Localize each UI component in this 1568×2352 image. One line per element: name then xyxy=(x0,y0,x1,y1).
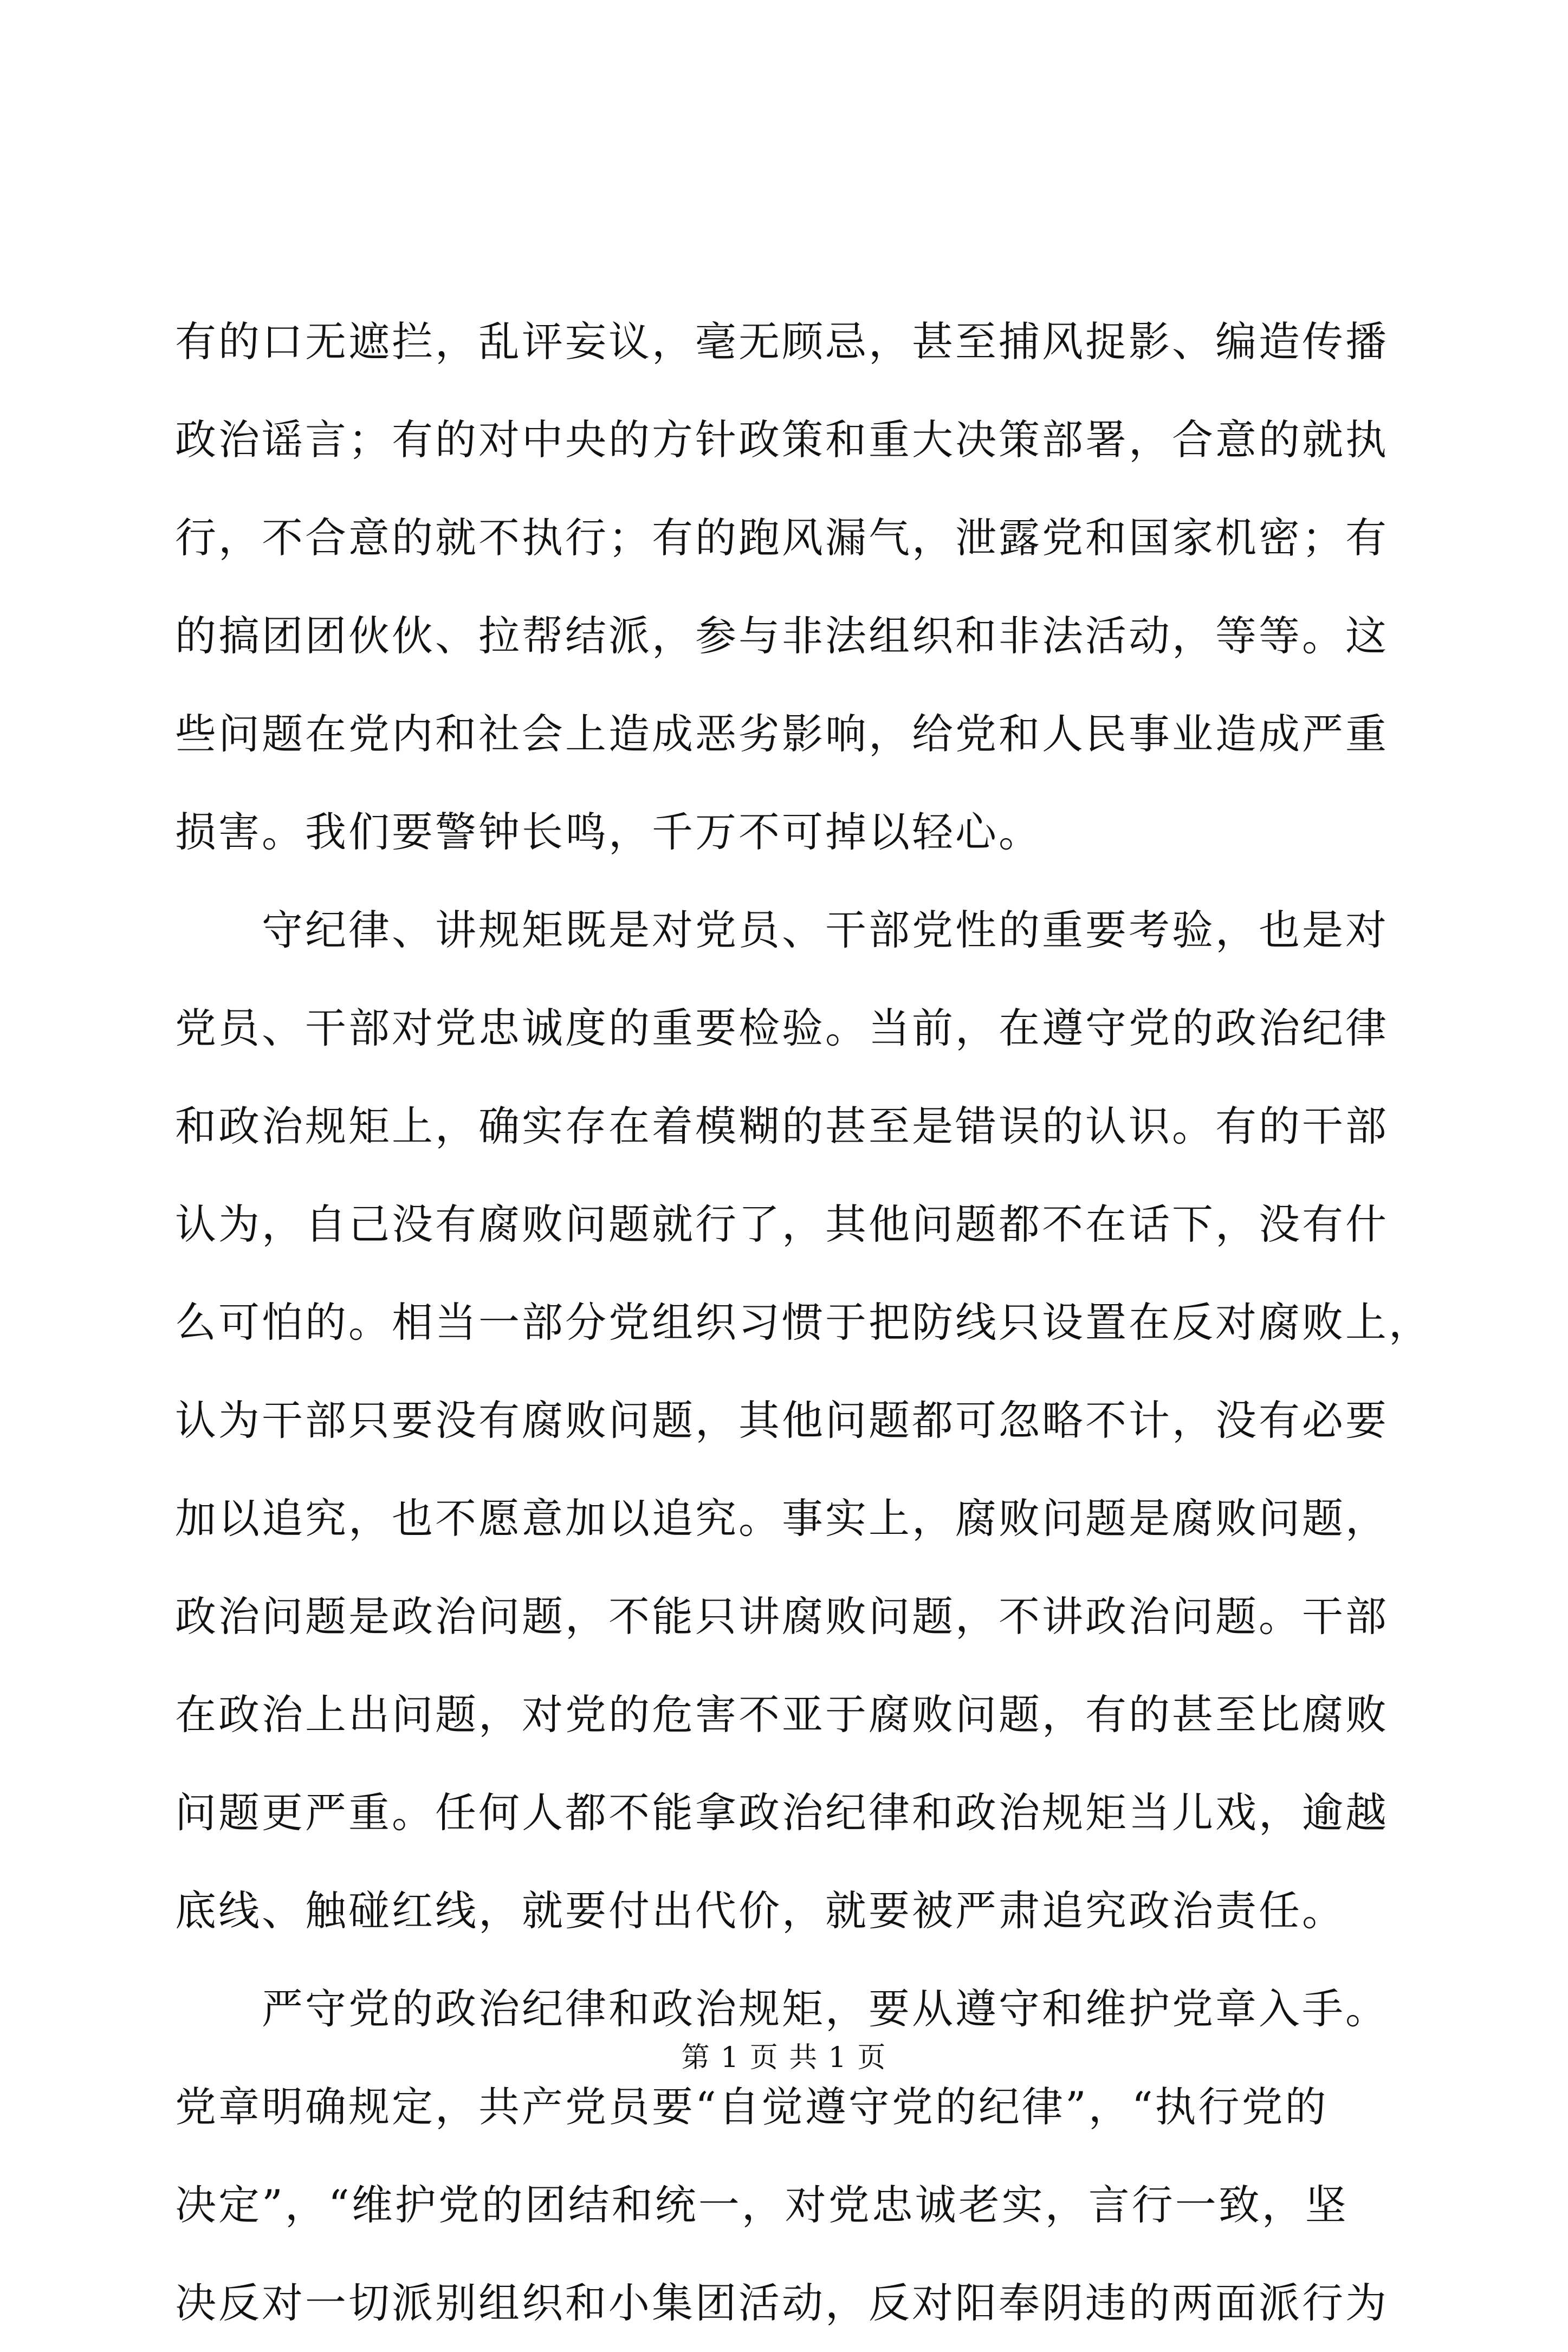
text-line: 政治问题是政治问题，不能只讲腐败问题，不讲政治问题。干部 xyxy=(175,1592,1389,1641)
text-line: 有的口无遮拦，乱评妄议，毫无顾忌，甚至捕风捉影、编造传播 xyxy=(175,318,1389,366)
text-line: 决定”，“维护党的团结和统一，对党忠诚老实，言行一致，坚 xyxy=(175,2181,1349,2229)
text-line: 的搞团团伙伙、拉帮结派，参与非法组织和非法活动，等等。这 xyxy=(175,612,1389,660)
text-line: 决反对一切派别组织和小集团活动，反对阳奉阴违的两面派行为 xyxy=(175,2279,1389,2327)
page-number-label: 第 1 页 共 1 页 xyxy=(681,2042,887,2074)
text-line: 守纪律、讲规矩既是对党员、干部党性的重要考验，也是对 xyxy=(175,906,1389,954)
text-line: 损害。我们要警钟长鸣，千万不可掉以轻心。 xyxy=(175,808,1042,856)
text-line: 党员、干部对党忠诚度的重要检验。当前，在遵守党的政治纪律 xyxy=(175,1004,1389,1052)
text-line: 问题更严重。任何人都不能拿政治纪律和政治规矩当儿戏，逾越 xyxy=(175,1789,1389,1837)
text-line: 底线、触碰红线，就要付出代价，就要被严肃追究政治责任。 xyxy=(175,1887,1345,1935)
text-line: 认为干部只要没有腐败问题，其他问题都可忽略不计，没有必要 xyxy=(175,1396,1389,1444)
text-line: 政治谣言；有的对中央的方针政策和重大决策部署，合意的就执 xyxy=(175,416,1389,464)
text-line: 党章明确规定，共产党员要“自觉遵守党的纪律”，“执行党的 xyxy=(175,2083,1329,2131)
text-line: 么可怕的。相当一部分党组织习惯于把防线只设置在反对腐败上， xyxy=(175,1298,1432,1346)
text-line: 认为，自己没有腐败问题就行了，其他问题都不在话下，没有什 xyxy=(175,1200,1389,1248)
text-line: 在政治上出问题，对党的危害不亚于腐败问题，有的甚至比腐败 xyxy=(175,1690,1389,1739)
text-line: 和政治规矩上，确实存在着模糊的甚至是错误的认识。有的干部 xyxy=(175,1102,1389,1150)
text-line: 加以追究，也不愿意加以追究。事实上，腐败问题是腐败问题， xyxy=(175,1494,1389,1543)
page-footer xyxy=(0,2034,1568,2075)
text-line: 些问题在党内和社会上造成恶劣影响，给党和人民事业造成严重 xyxy=(175,710,1389,758)
text-line: 行，不合意的就不执行；有的跑风漏气，泄露党和国家机密；有 xyxy=(175,514,1389,562)
text-line: 严守党的政治纪律和政治规矩，要从遵守和维护党章入手。 xyxy=(175,1985,1389,2033)
